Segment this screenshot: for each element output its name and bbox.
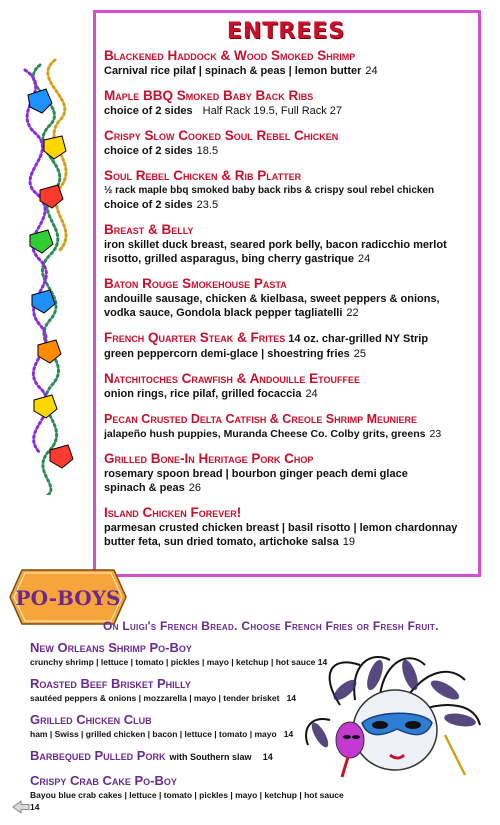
item-desc: choice of 2 sides Half Rack 19.5, Full Rack 27 bbox=[104, 105, 343, 117]
item-desc: iron skillet duck breast, seared pork belly, bacon radicchio merlot risotto, grilled asparagus, bing cherry gastrique 24 bbox=[104, 239, 447, 265]
item-name: Soul Rebel Chicken & Rib Platter bbox=[104, 168, 302, 183]
item-price: 14 bbox=[286, 693, 297, 703]
item-price: 14 bbox=[317, 657, 328, 667]
item-name: Grilled Bone-In Heritage Pork Chop bbox=[104, 451, 314, 466]
item-desc: rosemary spoon bread | bourbon ginger peach demi glace bbox=[104, 468, 408, 480]
item-price: 23 bbox=[429, 428, 442, 440]
item-name: Barbequed Pulled Pork with Southern slaw 14 bbox=[30, 748, 273, 763]
entrees-section bbox=[93, 10, 481, 577]
item-price: 24 bbox=[358, 253, 371, 265]
item-name: Island Chicken Forever! bbox=[104, 505, 242, 520]
mardi-gras-mask-illustration bbox=[300, 645, 485, 780]
menu-item bbox=[104, 276, 468, 320]
item-name: French Quarter Steak & Frites 14 oz. char-grilled NY Strip bbox=[104, 330, 429, 345]
item-name: Crispy Crab Cake Po-Boy bbox=[30, 773, 177, 788]
menu-item bbox=[104, 88, 468, 118]
item-desc: Carnival rice pilaf | spinach & peas | lemon butter 24 bbox=[104, 65, 378, 77]
item-name: Crispy Slow Cooked Soul Rebel Chicken bbox=[104, 128, 339, 143]
poboys-badge bbox=[8, 568, 128, 626]
item-name: Roasted Beef Brisket Philly bbox=[30, 676, 191, 691]
item-name: New Orleans Shrimp Po-Boy bbox=[30, 640, 192, 655]
poboys-badge-label: PO-BOYS bbox=[15, 586, 121, 610]
item-price: 25 bbox=[353, 348, 367, 360]
item-desc: crunchy shrimp | lettuce | tomato | pickles | mayo | ketchup | hot sauce 14 bbox=[30, 657, 328, 667]
item-name: Breast & Belly bbox=[104, 222, 194, 237]
menu-item bbox=[104, 371, 468, 401]
item-desc: choice of 2 sides 18.5 bbox=[104, 145, 219, 157]
menu-item bbox=[104, 451, 468, 495]
item-desc: onion rings, rice pilaf, grilled focaccia 24 bbox=[104, 388, 318, 400]
item-price: Half Rack 19.5, Full Rack 27 bbox=[202, 105, 343, 117]
item-desc: spinach & peas 26 bbox=[104, 482, 201, 494]
item-name: Blackened Haddock & Wood Smoked Shrimp bbox=[104, 48, 356, 63]
item-desc: Bayou blue crab cakes | lettuce | tomato | pickles | mayo | ketchup | hot sauce 14 bbox=[30, 790, 344, 812]
item-inline-desc: 14 oz. char-grilled NY Strip bbox=[288, 333, 429, 345]
item-inline-desc: with Southern slaw bbox=[169, 752, 252, 762]
menu-item bbox=[104, 330, 468, 361]
item-price: 24 bbox=[305, 388, 318, 400]
item-name: Pecan Crusted Delta Catfish & Creole Shrimp Meuniere bbox=[104, 412, 418, 426]
poboys-subtitle: On Luigi's French Bread. Choose French Fries or Fresh Fruit. bbox=[103, 619, 439, 633]
item-desc: green peppercorn demi-glace | shoestring fries 25 bbox=[104, 348, 367, 360]
item-desc: choice of 2 sides 23.5 bbox=[104, 199, 219, 211]
menu-item bbox=[104, 48, 468, 78]
item-price: 18.5 bbox=[196, 145, 219, 157]
item-price: 14 bbox=[262, 752, 273, 762]
item-name: Baton Rouge Smokehouse Pasta bbox=[104, 276, 287, 291]
item-price: 14 bbox=[283, 729, 294, 739]
item-desc: sautéed peppers & onions | mozzarella | mayo | tender brisket 14 bbox=[30, 693, 297, 703]
back-arrow-icon[interactable] bbox=[12, 800, 30, 814]
menu-item bbox=[104, 222, 468, 266]
item-price: 24 bbox=[365, 65, 378, 77]
menu-item bbox=[104, 128, 468, 158]
menu-item bbox=[104, 505, 468, 549]
item-desc: parmesan crusted chicken breast | basil risotto | lemon chardonnay butter feta, sun dried tomato, artichoke salsa 19 bbox=[104, 522, 458, 548]
item-desc: jalapeño hush puppies, Muranda Cheese Co. Colby grits, greens 23 bbox=[104, 428, 442, 440]
item-name: Maple BBQ Smoked Baby Back Ribs bbox=[104, 88, 314, 103]
entrees-title: ENTREES bbox=[226, 19, 346, 44]
item-price: 14 bbox=[30, 802, 40, 812]
item-name: Natchitoches Crawfish & Andouille Etouffee bbox=[104, 371, 361, 386]
menu-item bbox=[104, 168, 468, 212]
item-desc: andouille sausage, chicken & kielbasa, sweet peppers & onions, vodka sauce, Gondola black pepper tagliatelli 22 bbox=[104, 293, 440, 319]
mardi-gras-beads-illustration bbox=[0, 55, 90, 495]
item-price: 23.5 bbox=[196, 199, 219, 211]
item-price: 22 bbox=[346, 307, 359, 319]
item-desc: ham | Swiss | grilled chicken | bacon | lettuce | tomato | mayo 14 bbox=[30, 729, 294, 739]
item-name: Grilled Chicken Club bbox=[30, 712, 152, 727]
item-price: 26 bbox=[188, 482, 201, 494]
item-price: 19 bbox=[342, 536, 355, 548]
item-desc: ½ rack maple bbq smoked baby back ribs & crispy soul rebel chicken bbox=[104, 185, 435, 196]
menu-item bbox=[104, 411, 468, 441]
